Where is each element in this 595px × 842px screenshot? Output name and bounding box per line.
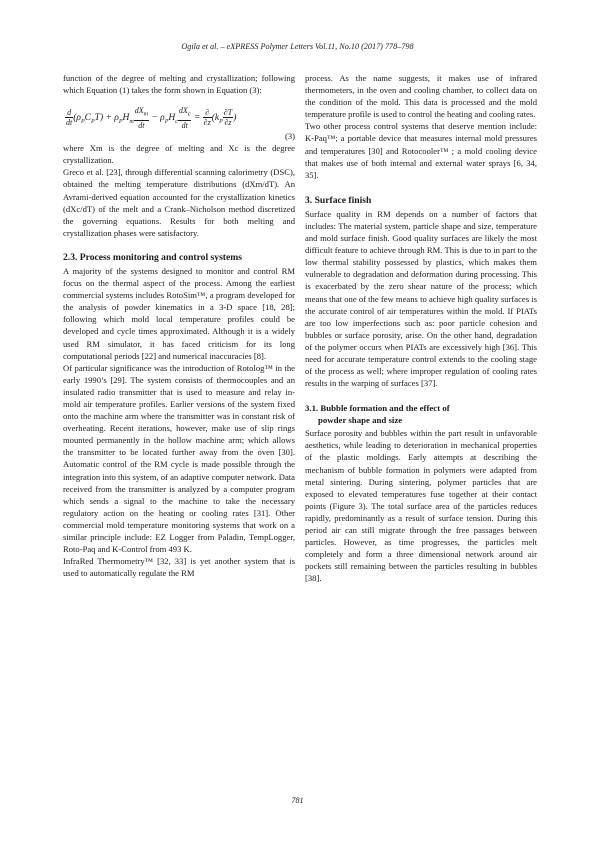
- paragraph-surface-quality: Surface quality in RM depends on a number of factors that includes: The material system, particle shape and size, temperature and mold surface finish. Good quality surfaces are likely the most difficult feature to achieve through RM. This is due to in part to the low thermal stability possessed by plastics, which makes them vulnerable to degradation and deformation during processing. This is exacerbated by the zero shear nature of the process; which means that one of the few means to achieve high quality surfaces is the accurate control of air temperatures within the mold. If PIATs are too low imperfections such as: poor particle cohesion and bubbles or surface porosity, arise. On the other hand, degradation of the polymer occurs when PIATs are excessively high [36]. This need for accurate temperature control extends to the cooling stage of the process as well; where improper regulation of cooling rates results in the warping of surfaces [37].: [305, 208, 537, 389]
- paragraph-bubbles: Surface porosity and bubbles within the part result in unfavorable aesthetics, while leading to deterioration in mechanical properties of the plastic moldings. Early attempts at describing the mechanism of bubble formation in polymers were adapted from metal sintering. During sintering, polymer particles that are exposed to elevated temperatures fuse together at their contact points (Figure 3). The total surface area of the particles reduces rapidly, predominantly as a result of surface tension. During this period air can still migrate through the free passages between particles. However, as time progresses, the particles melt completely and form a three dimensional network around air pockets still remaining between the particles resulting in bubbles [38].: [305, 428, 537, 584]
- paragraph-other-systems: Two other process control systems that deserve mention include: K-Paq™; a portable device that measures internal mold pressures and temperatures [30] and Rotocooler™ ; a mold cooling device that makes use of both internal and external water sprays [6, 34, 35].: [305, 121, 537, 180]
- section-heading-2-3: 2.3. Process monitoring and control systems: [63, 251, 242, 263]
- section-heading-3-1-line1: 3.1. Bubble formation and the effect of: [305, 403, 450, 414]
- paragraph-infrared: InfraRed Thermometry™ [32, 33] is yet another system that is used to automatically regulate the RM: [63, 556, 295, 579]
- paragraph-where: where Xm is the degree of melting and Xc is the degree crystallization.: [63, 143, 295, 166]
- right-column: [305, 72, 537, 584]
- paragraph-intro: function of the degree of melting and crystallization; following which Equation (1) takes the form shown in Equation (3):: [63, 73, 295, 96]
- paragraph-monitoring: A majority of the systems designed to monitor and control RM focus on the thermal aspect of the process. Among the earliest commercial systems includes RotoSim™, a program developed for the analysis of powder kinematics in a 3-D space [18, 28]; following which mold local temperature profiles could be developed and cycle times approximated. Although it is a widely used RM simulator, it has faced criticism for its long computational periods [22] and numerical inaccuracies [8].: [63, 265, 295, 361]
- paragraph-rotolog: Of particular significance was the introduction of Rotolog™ in the early 1990’s [29]. The system consists of thermocouples and an insulated radio transmitter that is used to measure and relay in-mold air temperature profiles. Earlier versions of the system fixed onto the machine arm where the transmitter was in constant risk of overheating. Recent iterations, however, make use of slip rings mounted permanently in the hollow machine arm; which allows the transmitter to be located further away from the oven [30]. Automatic control of the RM cycle is made possible through the integration into this system, of an adaptive computer network. Data received from the transmitter is analyzed by a computer program which sends a signal to the machine to take the necessary regulatory action on the heating or cooling rates [31]. Other commercial mold temperature monitoring systems that work on a similar principle include: EZ Logger from Paladin, TempLogger, Roto-Paq and K-Control from 493 K.: [63, 362, 295, 555]
- running-header: Ogila et al. – eXPRESS Polymer Letters Vol.11, No.10 (2017) 778–798: [181, 42, 414, 51]
- page-number: 781: [291, 796, 304, 805]
- paragraph-greco: Greco et al. [23], through differential scanning calorimetry (DSC), obtained the melting temperature distributions (dXm/dT). An Avrami-derived equation accounted for the crystallization kinetics (dXc/dT) of the melt and a Crank–Nicholson method discretized the governing equations. Results for both melting and crystallization phases were satisfactory.: [63, 167, 295, 238]
- section-heading-3-1-line2: powder shape and size: [318, 414, 403, 425]
- left-column: [63, 72, 295, 579]
- equation-3: $\frac{d}{dt}$ $(\rho_PC_PT) + \rho_PH_m$ $\frac{dX_m}{dt}$ − $\rho_PH_c$ $\frac{dX_c}{dt}$ = $\frac{\partial}{\partial z}$ ($k_P$ $\frac{\partial T}{\partial z}$ ): [66, 106, 237, 130]
- section-heading-3: 3. Surface finish: [305, 194, 372, 206]
- paragraph-process: process. As the name suggests, it makes use of infrared thermometers, in the oven and cooling chamber, to collect data on the condition of the mold. This data is processed and the mold temperature profile is used to control the heating and cooling rates.: [305, 73, 537, 120]
- section-heading-3-1: [305, 403, 537, 426]
- equation-number: (3): [284, 131, 295, 142]
